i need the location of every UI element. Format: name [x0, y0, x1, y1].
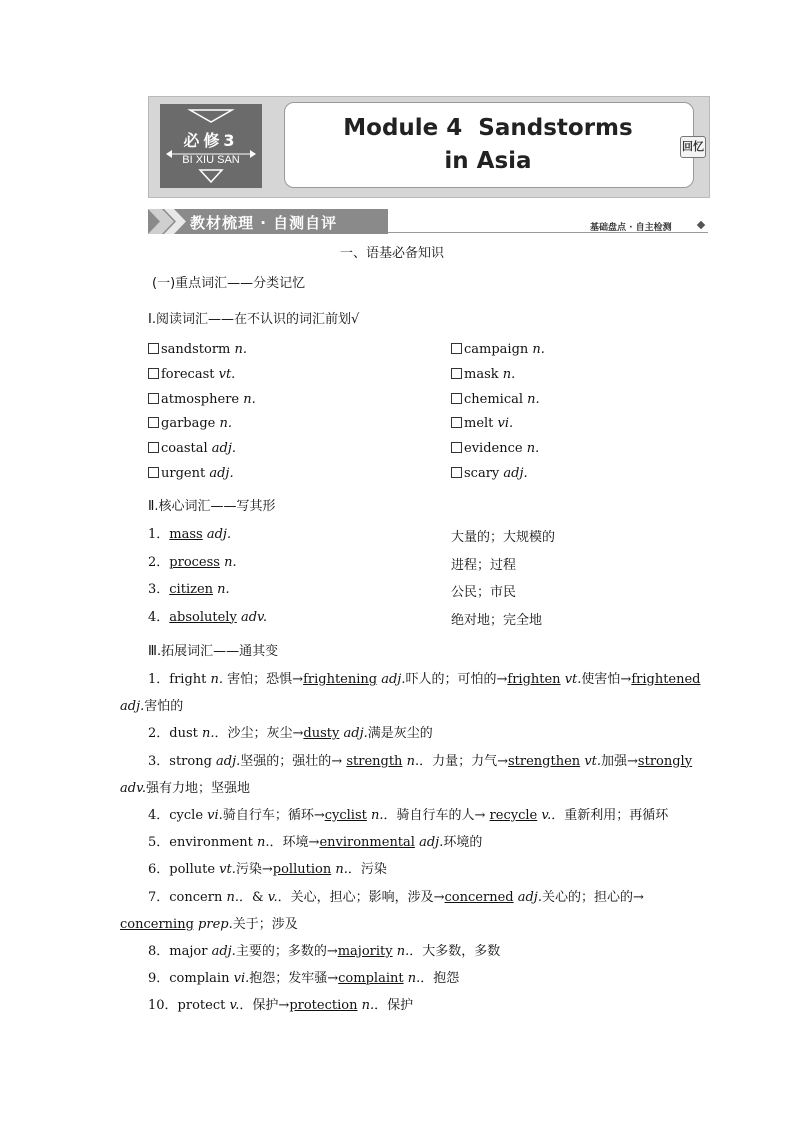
answer-word: strongly	[637, 753, 693, 769]
vocab-pos: n.	[239, 391, 256, 407]
extended-line	[148, 834, 482, 852]
checkbox-icon[interactable]	[148, 417, 159, 428]
pos-label: v.	[229, 998, 240, 1014]
extended-line	[148, 997, 413, 1015]
pos-label: adj.	[216, 753, 241, 769]
vocab-pos: n.	[522, 441, 540, 457]
line-text: 加强→	[601, 753, 638, 769]
line-text: ．大多数，多数	[409, 944, 501, 959]
extended-line	[148, 725, 433, 743]
item-number: 1．	[148, 527, 170, 542]
vocab-word: coastal	[161, 441, 208, 457]
line-text: 害怕；恐惧→	[223, 672, 304, 687]
core-item	[148, 526, 231, 544]
core-heading: Ⅱ.核心词汇——写其形	[148, 499, 276, 514]
pos-label: n.	[396, 944, 410, 959]
vocab-word: garbage	[161, 416, 216, 432]
section-right-label: 基础盘点 · 自主检测	[590, 223, 672, 233]
extended-line	[148, 943, 500, 961]
line-text: ．环境→	[269, 835, 320, 851]
extended-line	[148, 861, 387, 879]
answer-word: dusty	[303, 726, 340, 742]
line-text: 骑自行车；循环→	[222, 808, 325, 823]
diamond-icon	[697, 221, 705, 229]
answer-word: concerned	[444, 889, 514, 905]
core-meaning: 绝对地；完全地	[451, 612, 543, 628]
core-meaning: 公民；市民	[451, 585, 517, 600]
vocab-item	[148, 415, 232, 433]
line-text: 8．major	[148, 944, 212, 959]
vocab-pos: adj.	[207, 441, 237, 457]
line-text: 关于；涉及	[232, 916, 298, 932]
line-text: ．抱怨	[420, 971, 460, 987]
module-title	[284, 112, 692, 178]
review-icon: 回忆	[680, 136, 706, 158]
item-number: 4．	[148, 609, 170, 625]
core-pos: adj.	[206, 527, 232, 542]
answer-word: frightened	[631, 672, 701, 687]
pos-label: n.	[202, 726, 215, 742]
pos-label: n.	[406, 753, 420, 769]
line-text: 坚强的；强壮的→	[240, 753, 347, 769]
answer-word: strength	[346, 753, 403, 769]
vocab-pos: n.	[215, 416, 233, 432]
pos-label: n.	[335, 862, 348, 878]
vocab-item	[148, 341, 247, 359]
line-text: 7．concern	[148, 889, 227, 905]
checkbox-icon[interactable]	[451, 368, 462, 379]
line-text: ．保护	[374, 998, 414, 1014]
core-meaning: 进程；过程	[451, 557, 517, 573]
line-text: 4．cycle	[148, 808, 208, 823]
extended-line	[120, 916, 298, 934]
line-text: 2．dust	[148, 726, 202, 742]
core-item	[148, 609, 267, 627]
extended-line	[148, 753, 692, 771]
line-text: ．保护→	[239, 998, 290, 1014]
vocab-word: forecast	[161, 366, 215, 382]
line-text: 3．strong	[148, 753, 217, 769]
extended-heading: Ⅲ.拓展词汇——通其变	[148, 644, 279, 659]
vocab-word: evidence	[464, 441, 523, 457]
vocab-word: chemical	[464, 391, 524, 407]
vocab-pos: vt.	[214, 366, 236, 382]
pos-label: n.	[407, 971, 421, 987]
pos-label: adj.	[120, 699, 145, 715]
answer-word: recycle	[489, 808, 538, 823]
extended-line	[120, 698, 183, 716]
checkbox-icon[interactable]	[148, 393, 159, 404]
textbook-badge	[160, 104, 262, 188]
pos-label: n.	[370, 808, 384, 823]
part-title: 一、语基必备知识	[340, 246, 445, 261]
pos-label: v.	[541, 808, 552, 823]
vocab-item	[451, 391, 540, 409]
pos-label: vt.	[219, 862, 236, 878]
line-text: 吓人的；可怕的→	[405, 672, 508, 687]
line-text: ．重新利用；再循环	[551, 808, 669, 823]
answer-word: protection	[289, 998, 358, 1014]
core-word: process	[169, 554, 220, 570]
line-text: 满是灰尘的	[367, 726, 433, 742]
line-text: ．力量；力气→	[419, 753, 508, 769]
extended-line	[148, 970, 459, 988]
pos-label: v.	[267, 889, 278, 905]
pos-label: adj.	[343, 726, 368, 742]
extended-line	[120, 780, 250, 798]
badge-title: 必修3	[183, 131, 239, 150]
item-number: 3．	[148, 582, 170, 597]
line-text: 环境的	[443, 835, 483, 851]
vocab-word: mask	[464, 366, 499, 382]
item-number: 2．	[148, 554, 170, 570]
checkbox-icon[interactable]	[451, 467, 462, 478]
answer-word: complaint	[338, 971, 404, 987]
vocab-word: campaign	[464, 342, 529, 357]
line-text: ．关心，担心；影响，涉及→	[277, 889, 445, 905]
pos-label: n.	[210, 672, 224, 687]
line-text: 1．fright	[148, 672, 211, 687]
line-text: ．沙尘；灰尘→	[214, 726, 304, 742]
vocab-word: urgent	[161, 466, 206, 481]
line-text: 6．pollute	[148, 862, 220, 878]
vocab-item	[148, 391, 256, 409]
sub-title: (一)重点词汇——分类记忆	[152, 276, 306, 291]
line-text: 使害怕→	[581, 672, 632, 687]
vocab-item	[451, 341, 545, 359]
pos-label: adv.	[120, 780, 147, 796]
vocab-item	[451, 366, 515, 384]
core-word: citizen	[169, 582, 214, 597]
core-pos: n.	[224, 554, 237, 570]
pos-label: vt.	[564, 672, 582, 687]
core-item	[148, 581, 230, 599]
pos-label: vi.	[233, 971, 250, 987]
pos-label: adj.	[419, 835, 444, 851]
answer-word: pollution	[272, 862, 332, 878]
vocab-item	[148, 440, 236, 458]
vocab-pos: n.	[230, 342, 248, 357]
core-word: mass	[169, 527, 203, 542]
line-text: ．&	[238, 889, 268, 905]
line-text: 9．complain	[148, 971, 234, 987]
vocab-item	[148, 366, 235, 384]
pos-label: n.	[257, 835, 270, 851]
vocab-pos: vi.	[493, 416, 514, 432]
vocab-word: sandstorm	[161, 342, 231, 357]
pos-label: adj.	[381, 672, 406, 687]
vocab-pos: adj.	[499, 466, 528, 481]
vocab-item	[451, 415, 513, 433]
line-text: 关心的；担心的→	[541, 889, 644, 905]
core-item	[148, 554, 237, 572]
line-text: ．骑自行车的人→	[383, 808, 490, 823]
vocab-word: atmosphere	[161, 391, 240, 407]
checkbox-icon[interactable]	[148, 343, 159, 354]
pos-label: n.	[226, 889, 239, 905]
line-text: 害怕的	[144, 699, 184, 715]
checkbox-icon[interactable]	[451, 343, 462, 354]
checkbox-icon[interactable]	[148, 467, 159, 478]
vocab-item	[148, 465, 234, 483]
line-text: 抱怨；发牢骚→	[249, 971, 339, 987]
core-word: absolutely	[169, 609, 237, 625]
vocab-pos: adj.	[205, 466, 234, 481]
checkbox-icon[interactable]	[148, 368, 159, 379]
core-pos: adv.	[240, 609, 267, 625]
answer-word: majority	[337, 944, 393, 959]
title-line-1: Module 4 Sandstorms	[343, 115, 633, 141]
answer-word: strengthen	[508, 753, 581, 769]
pos-label: vt.	[584, 753, 602, 769]
badge-subtitle: BI XIU SAN	[182, 154, 240, 166]
vocab-pos: n.	[528, 342, 545, 357]
pos-label: adj.	[517, 889, 542, 905]
pos-label: vi.	[207, 808, 223, 823]
reading-heading: Ⅰ.阅读词汇——在不认识的词汇前划√	[148, 312, 360, 327]
answer-word: environmental	[319, 835, 415, 851]
line-text: 强有力地；坚强地	[146, 780, 251, 796]
core-pos: n.	[217, 582, 230, 597]
extended-line	[148, 807, 668, 825]
vocab-item	[451, 440, 539, 458]
line-text: 5．environment	[148, 835, 258, 851]
vocab-pos: n.	[498, 366, 516, 382]
line-text: 污染→	[235, 862, 273, 878]
checkbox-icon[interactable]	[451, 393, 462, 404]
checkbox-icon[interactable]	[148, 442, 159, 453]
answer-word: concerning	[120, 916, 194, 932]
answer-word: cyclist	[324, 808, 367, 823]
vocab-pos: n.	[523, 391, 540, 407]
pos-label: adj.	[211, 944, 236, 959]
core-meaning: 大量的；大规模的	[451, 530, 556, 545]
vocab-word: melt	[464, 416, 494, 432]
line-text: 主要的；多数的→	[235, 944, 338, 959]
line-text: 10．protect	[148, 998, 230, 1014]
line-text: ．污染	[347, 862, 387, 878]
answer-word: frightening	[303, 672, 378, 687]
checkbox-icon[interactable]	[451, 417, 462, 428]
section-label: 教材梳理 · 自测自评	[190, 214, 338, 232]
vocab-word: scary	[464, 466, 500, 481]
checkbox-icon[interactable]	[451, 442, 462, 453]
extended-line	[148, 671, 701, 689]
pos-label: prep.	[198, 916, 233, 932]
title-line-2: in Asia	[444, 148, 532, 174]
extended-line	[148, 889, 644, 907]
pos-label: n.	[361, 998, 375, 1014]
vocab-item	[451, 465, 528, 483]
answer-word: frighten	[507, 672, 561, 687]
